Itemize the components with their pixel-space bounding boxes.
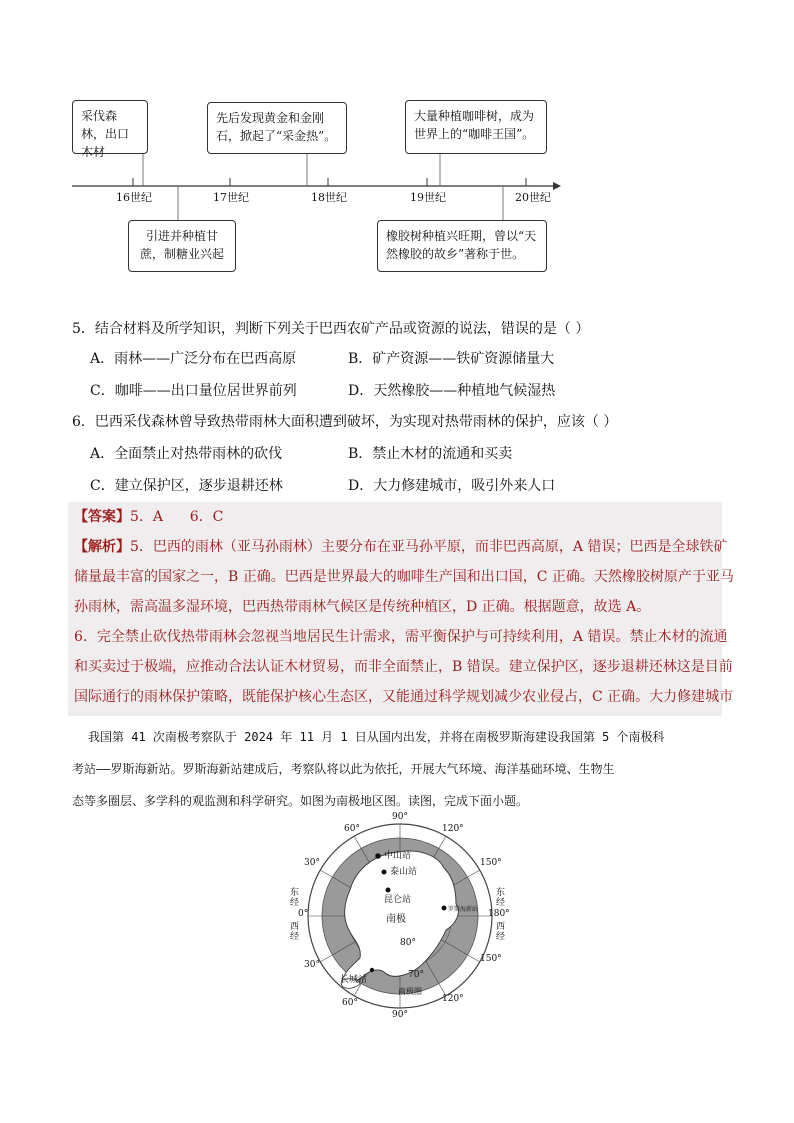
timeline-axis [0,0,794,300]
analysis-line: 储量最丰富的国家之一，B 正确。巴西是世界最大的咖啡生产国和出口国，C 正确。天然橡胶树原产于亚马 [74,569,734,585]
lon-label: 90° [392,812,408,822]
station-label: 中山站 [384,851,412,861]
hemisphere-label: 西经 [496,922,506,942]
lon-label: 150° [480,858,502,868]
circle-label: 南极圈 [398,987,422,996]
event-text: 先后发现黄金和金刚石，掀起了“采金热”。 [216,111,337,143]
lon-label: 120° [442,994,464,1004]
hemisphere-label: 东经 [290,888,300,908]
lon-label: 90° [392,1010,408,1020]
lon-label: 30° [304,960,320,970]
station-label: 长城站 [340,975,368,985]
lon-label: 150° [480,954,502,964]
lat-label: 70° [408,970,424,980]
question-6-stem: 6．巴西采伐森林曾导致热带雨林大面积遭到破坏，为实现对热带雨林的保护，应该（ ） [72,414,618,430]
event-text: 采伐森林，出口木材 [81,109,130,159]
analysis-line: 国际通行的雨林保护策略，既能保护核心生态区，又能通过科学规划减少农业侵占，C 正确。大力修建城市 [74,689,734,705]
hemisphere-label: 西经 [290,922,300,942]
option-c: C．建立保护区，逐步退耕还林 [90,478,283,494]
intro-line: 考站——罗斯海新站。罗斯海新站建成后，考察队将以此为依托，开展大气环境、海洋基础环境、生物生 [72,762,615,776]
lon-label: 60° [342,998,358,1008]
event-text: 引进并种植甘蔗，制糖业兴起 [139,229,224,261]
lon-label: 180° [488,909,510,919]
option-d: D．天然橡胶——种植地气候湿热 [348,383,556,399]
tick-label: 17世纪 [213,191,249,204]
tick-label: 19世纪 [410,191,446,204]
station-label: 泰山站 [390,867,418,877]
answer-line [74,506,223,526]
option-a: A．全面禁止对热带雨林的砍伐 [90,446,283,462]
analysis-line [74,536,727,556]
answer-text: 5．A 6．C [130,509,224,525]
lat-label: 80° [400,938,416,948]
lon-label: 60° [344,824,360,834]
lon-label: 30° [304,858,320,868]
intro-line: 我国第 41 次南极考察队于 2024 年 11 月 1 日从国内出发，并将在南极罗斯海建设我国第 5 个南极科 [88,730,665,744]
station-label: 昆仑站 [384,895,412,905]
option-d: D．大力修建城市，吸引外来人口 [348,478,556,494]
lon-label: 0° [298,909,309,919]
antarctic-map [280,812,520,1026]
pole-label: 南极 [386,914,406,925]
analysis-tag: 【解析】 [74,539,130,555]
lon-label: 120° [442,824,464,834]
analysis-line: 和买卖过于极端，应推动合法认证木材贸易，而非全面禁止，B 错误。建立保护区，逐步退耕还林这是目前 [74,659,733,675]
analysis-line: 孙雨林，需高温多湿环境，巴西热带雨林气候区是传统种植区，D 正确。根据题意，故选 A。 [74,599,651,615]
hemisphere-label: 东经 [496,888,506,908]
intro-line: 态等多圈层、多学科的观监测和科学研究。如图为南极地区图。读图，完成下面小题。 [72,794,529,808]
analysis-text: 5．巴西的雨林（亚马孙雨林）主要分布在亚马孙平原，而非巴西高原，A 错误；巴西是全球铁矿 [130,539,728,555]
question-5-stem: 5．结合材料及所学知识，判断下列关于巴西农矿产品或资源的说法，错误的是（ ） [72,321,590,337]
option-b: B．矿产资源——铁矿资源储量大 [348,351,555,367]
event-text: 橡胶树种植兴旺期，曾以“天然橡胶的故乡”著称于世。 [386,229,537,261]
event-text: 大量种植咖啡树，成为世界上的“咖啡王国”。 [414,109,535,141]
option-c: C．咖啡——出口量位居世界前列 [90,383,297,399]
tick-label: 20世纪 [515,191,551,204]
answer-tag: 【答案】 [74,509,130,525]
option-a: A．雨林——广泛分布在巴西高原 [90,351,297,367]
tick-label: 18世纪 [311,191,347,204]
option-b: B．禁止木材的流通和买卖 [348,446,513,462]
analysis-line: 6．完全禁止砍伐热带雨林会忽视当地居民生计需求，需平衡保护与可持续利用，A 错误。禁止木材的流通 [74,629,728,645]
tick-label: 16世纪 [116,191,152,204]
station-label: 罗斯海新站 [448,906,479,913]
